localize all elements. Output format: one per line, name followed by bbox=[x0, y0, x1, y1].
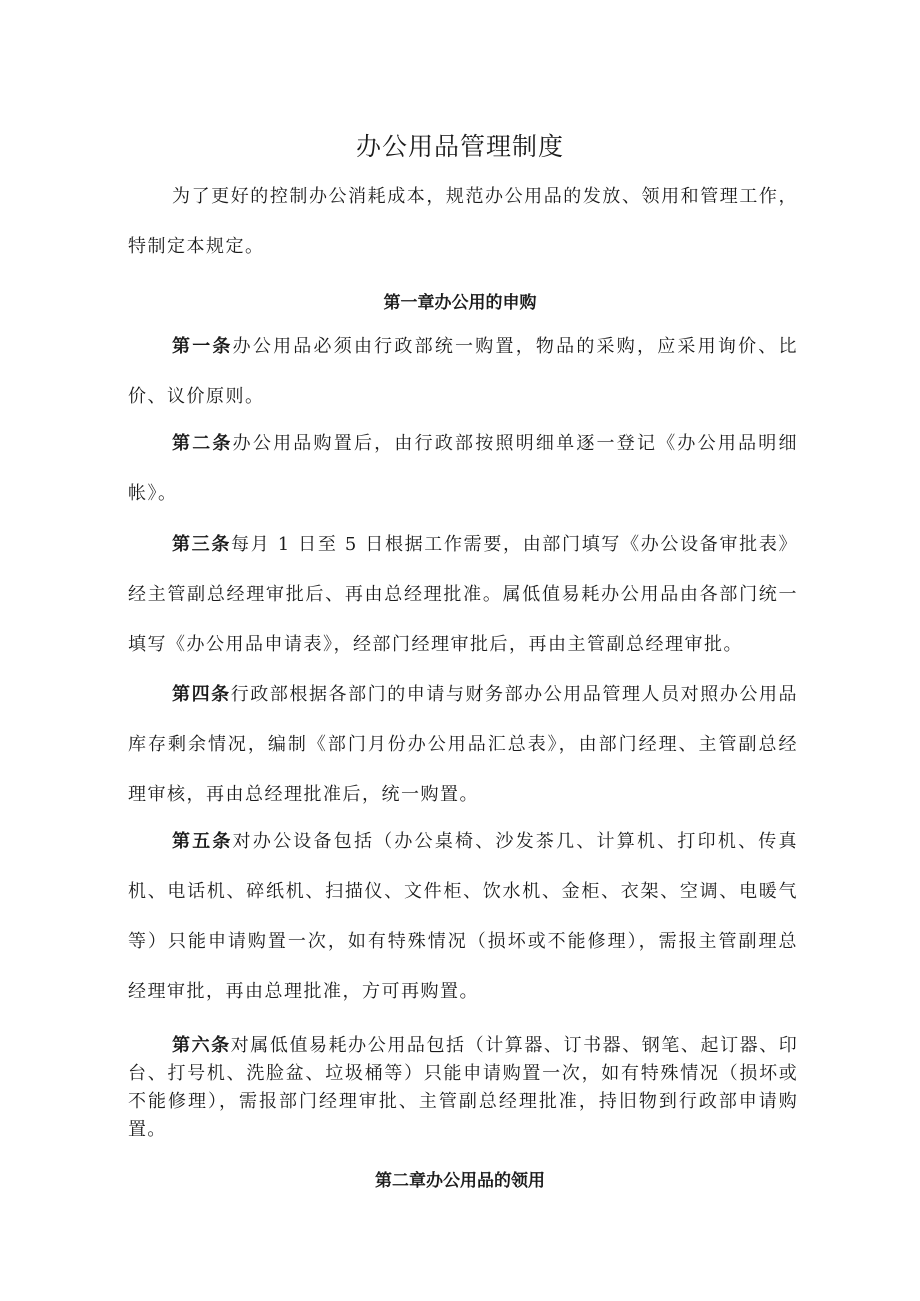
article-label: 第六条 bbox=[172, 1035, 231, 1056]
article-text: 办公用品购置后，由行政部按照明细单逐一登记《办公用品明细帐》。 bbox=[128, 433, 799, 504]
document-title: 办公用品管理制度 bbox=[355, 132, 564, 161]
article-text: 行政部根据各部门的申请与财务部办公用品管理人员对照办公用品库存剩余情况，编制《部门月份办公用品汇总表》，由部门经理、主管副总经理审核，再由总经理批准后，统一购置。 bbox=[128, 684, 799, 805]
article-label: 第二条 bbox=[172, 433, 233, 454]
article-1 bbox=[128, 322, 798, 422]
chapter-2-heading: 第二章办公用品的领用 bbox=[375, 1171, 545, 1191]
article-6 bbox=[128, 1032, 798, 1144]
article-label: 第一条 bbox=[172, 336, 233, 357]
chapter-1-heading: 第一章办公用的申购 bbox=[383, 293, 537, 313]
article-text: 对办公设备包括（办公桌椅、沙发茶几、计算机、打印机、传真机、电话机、碎纸机、扫描仪、文件柜、饮水机、金柜、衣架、空调、电暖气等）只能申请购置一次，如有特殊情况（损坏或不能修理），需报主管副理总经理审批，再由总理批准，方可再购置。 bbox=[128, 831, 799, 1002]
intro-paragraph: 为了更好的控制办公消耗成本，规范办公用品的发放、领用和管理工作，特制定本规定。 bbox=[128, 186, 798, 257]
article-4 bbox=[128, 670, 798, 820]
article-label: 第五条 bbox=[172, 831, 233, 852]
article-2 bbox=[128, 419, 798, 519]
article-text: 办公用品必须由行政部统一购置，物品的采购，应采用询价、比价、议价原则。 bbox=[128, 336, 799, 407]
article-label: 第四条 bbox=[172, 684, 231, 705]
article-label: 第三条 bbox=[172, 534, 232, 555]
article-text: 对属低值易耗办公用品包括（计算器、订书器、钢笔、起订器、印台、打号机、洗脸盆、垃圾桶等）只能申请购置一次，如有特殊情况（损坏或不能修理），需报部门经理审批、主管副总经理批准，持旧物到行政部申请购置。 bbox=[128, 1035, 799, 1140]
article-5 bbox=[128, 817, 798, 1017]
article-3 bbox=[128, 520, 798, 670]
article-text: 每月 1 日至 5 日根据工作需要，由部门填写《办公设备审批表》经主管副总经理审批后、再由总经理批准。属低值易耗办公用品由各部门统一填写《办公用品申请表》，经部门经理审批后，再由主管副总经理审批。 bbox=[128, 534, 799, 655]
